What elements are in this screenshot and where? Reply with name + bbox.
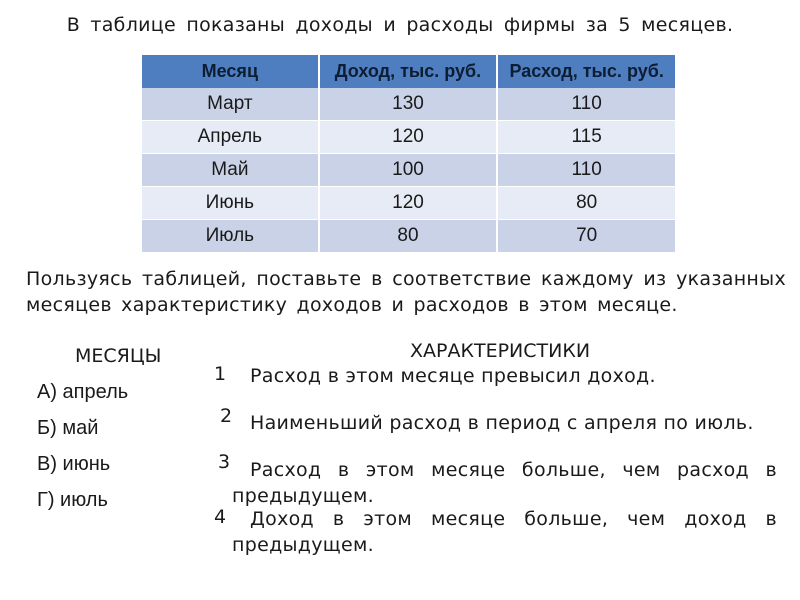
- table-row: [142, 88, 675, 121]
- cell-expense: 70: [497, 220, 675, 253]
- header-income: Доход, тыс. руб.: [319, 55, 498, 88]
- table-header-row: [142, 55, 675, 88]
- header-expense: Расход, тыс. руб.: [497, 55, 675, 88]
- month-option-c: В) июнь: [37, 453, 111, 475]
- characteristics-header: ХАРАКТЕРИСТИКИ: [410, 340, 591, 362]
- cell-expense: 115: [497, 121, 675, 154]
- characteristic-number-2: 2: [220, 405, 233, 427]
- cell-month: Июль: [142, 220, 319, 253]
- characteristic-text-4: Доход в этом месяце больше, чем доход в предыдущем.: [232, 508, 777, 556]
- table-row: [142, 220, 675, 253]
- table-row: [142, 187, 675, 220]
- month-option-a: А) апрель: [37, 381, 129, 403]
- characteristic-number-1: 1: [214, 363, 227, 385]
- cell-income: 120: [319, 121, 498, 154]
- cell-expense: 110: [497, 88, 675, 121]
- month-option-b: Б) май: [37, 417, 99, 439]
- characteristic-number-4: 4: [214, 506, 227, 528]
- cell-income: 120: [319, 187, 498, 220]
- cell-expense: 80: [497, 187, 675, 220]
- cell-income: 130: [319, 88, 498, 121]
- cell-income: 80: [319, 220, 498, 253]
- characteristic-text-1: Расход в этом месяце превысил доход.: [250, 365, 656, 387]
- table-row: [142, 121, 675, 154]
- cell-month: Март: [142, 88, 319, 121]
- income-expense-table: [142, 55, 675, 253]
- cell-income: 100: [319, 154, 498, 187]
- cell-month: Апрель: [142, 121, 319, 154]
- table-row: [142, 154, 675, 187]
- characteristic-text-2: Наименьший расход в период с апреля по июль.: [250, 412, 754, 434]
- intro-text: В таблице показаны доходы и расходы фирмы за 5 месяцев.: [66, 14, 734, 36]
- cell-month: Май: [142, 154, 319, 187]
- cell-expense: 110: [497, 154, 675, 187]
- header-month: Месяц: [142, 55, 319, 88]
- characteristic-text-3: Расход в этом месяце больше, чем расход в предыдущем.: [232, 459, 777, 507]
- characteristic-number-3: 3: [218, 451, 231, 473]
- task-instruction: Пользуясь таблицей, поставьте в соответствие каждому из указанных месяцев характеристику доходов и расходов в этом месяце.: [26, 268, 786, 316]
- months-header: МЕСЯЦЫ: [75, 345, 162, 367]
- month-option-d: Г) июль: [37, 489, 108, 511]
- cell-month: Июнь: [142, 187, 319, 220]
